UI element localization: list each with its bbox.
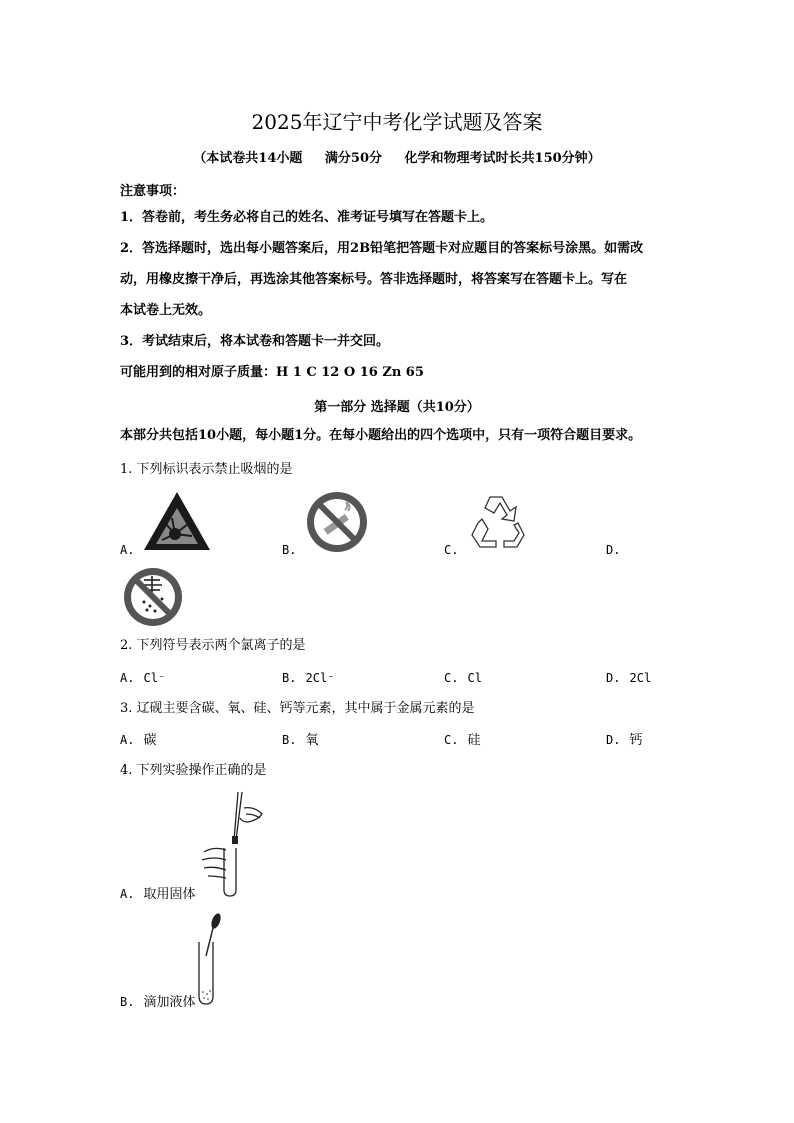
subtitle-duration: 化学和物理考试时长共150分钟） [404,151,601,166]
q3-option-c[interactable] [444,729,481,748]
notice-item-2: 2．答选择题时，选出每小题答案后，用2B铅笔把答题卡对应题目的答案标号涂黑。如需改 [120,241,644,256]
explosive-warning-icon [142,490,212,552]
section-title: 第一部分 选择题（共10分） [314,400,480,415]
q2-option-c-text: Cl [467,671,482,685]
q2-option-b-label: B. [282,671,297,685]
q3-option-b-label: B. [282,733,297,747]
q1-option-a-label[interactable]: A. [120,543,135,557]
q2-option-d-label: D. [606,671,621,685]
atomic-mass-line: 可能用到的相对原子质量：H 1 C 12 O 16 Zn 65 [120,365,424,380]
page-title: 2025年辽宁中考化学试题及答案 [251,110,543,134]
question-3-stem: 3. 辽砚主要含碳、氧、硅、钙等元素，其中属于金属元素的是 [120,701,475,716]
take-solid-tweezers-icon [194,790,266,896]
q3-option-b[interactable] [282,729,319,748]
notice-item-2-cont: 动，用橡皮擦干净后，再选涂其他答案标号。答非选择题时，将答案写在答题卡上。写在 [120,272,628,287]
q3-option-c-text: 硅 [467,733,481,748]
q4-option-a[interactable] [120,883,196,902]
q1-option-c-label[interactable]: C. [444,543,459,557]
question-1-stem: 1. 下列标识表示禁止吸烟的是 [120,462,293,477]
section-instruction: 本部分共包括10小题，每小题1分。在每小题给出的四个选项中，只有一项符合题目要求。 [120,428,642,443]
q3-option-c-label: C. [444,733,459,747]
notice-item-1: 1．答卷前，考生务必将自己的姓名、准考证号填写在答题卡上。 [120,210,494,225]
q2-option-a-text: Cl⁻ [143,671,166,685]
q3-option-a-text: 碳 [143,733,157,748]
q3-option-d-label: D. [606,733,621,747]
q1-option-b-label[interactable]: B. [282,543,297,557]
recycle-icon [468,493,530,551]
q2-option-d-text: 2Cl [629,671,652,685]
q2-option-a[interactable] [120,667,165,686]
q2-option-b-text: 2Cl⁻ [305,671,335,685]
notice-item-3: 3．考试结束后，将本试卷和答题卡一并交回。 [120,334,390,349]
no-fireworks-icon [122,566,184,628]
q3-option-a-label: A. [120,733,135,747]
q3-option-d[interactable] [606,729,643,748]
no-smoking-icon [305,490,369,554]
q3-option-a[interactable] [120,729,157,748]
notice-heading: 注意事项： [120,184,186,199]
q4-option-b-text: 滴加液体 [143,995,196,1010]
q2-option-c[interactable] [444,667,482,686]
q4-option-a-label: A. [120,887,135,901]
q4-option-b[interactable] [120,991,196,1010]
subtitle-question-count: （本试卷共14小题 [193,151,303,166]
q4-option-a-text: 取用固体 [143,887,196,902]
page-subtitle [0,147,794,166]
q2-option-a-label: A. [120,671,135,685]
q3-option-d-text: 钙 [629,733,643,748]
q1-option-d-label[interactable]: D. [606,543,621,557]
q2-option-c-label: C. [444,671,459,685]
q2-option-b[interactable] [282,667,334,686]
add-liquid-dropper-icon [196,912,226,1008]
subtitle-full-score: 满分50分 [324,151,383,166]
question-4-stem: 4. 下列实验操作正确的是 [120,763,267,778]
q2-option-d[interactable] [606,667,651,686]
q4-option-b-label: B. [120,995,135,1009]
q3-option-b-text: 氧 [305,733,319,748]
notice-item-2-end: 本试卷上无效。 [120,303,212,318]
question-2-stem: 2. 下列符号表示两个氯离子的是 [120,638,306,653]
